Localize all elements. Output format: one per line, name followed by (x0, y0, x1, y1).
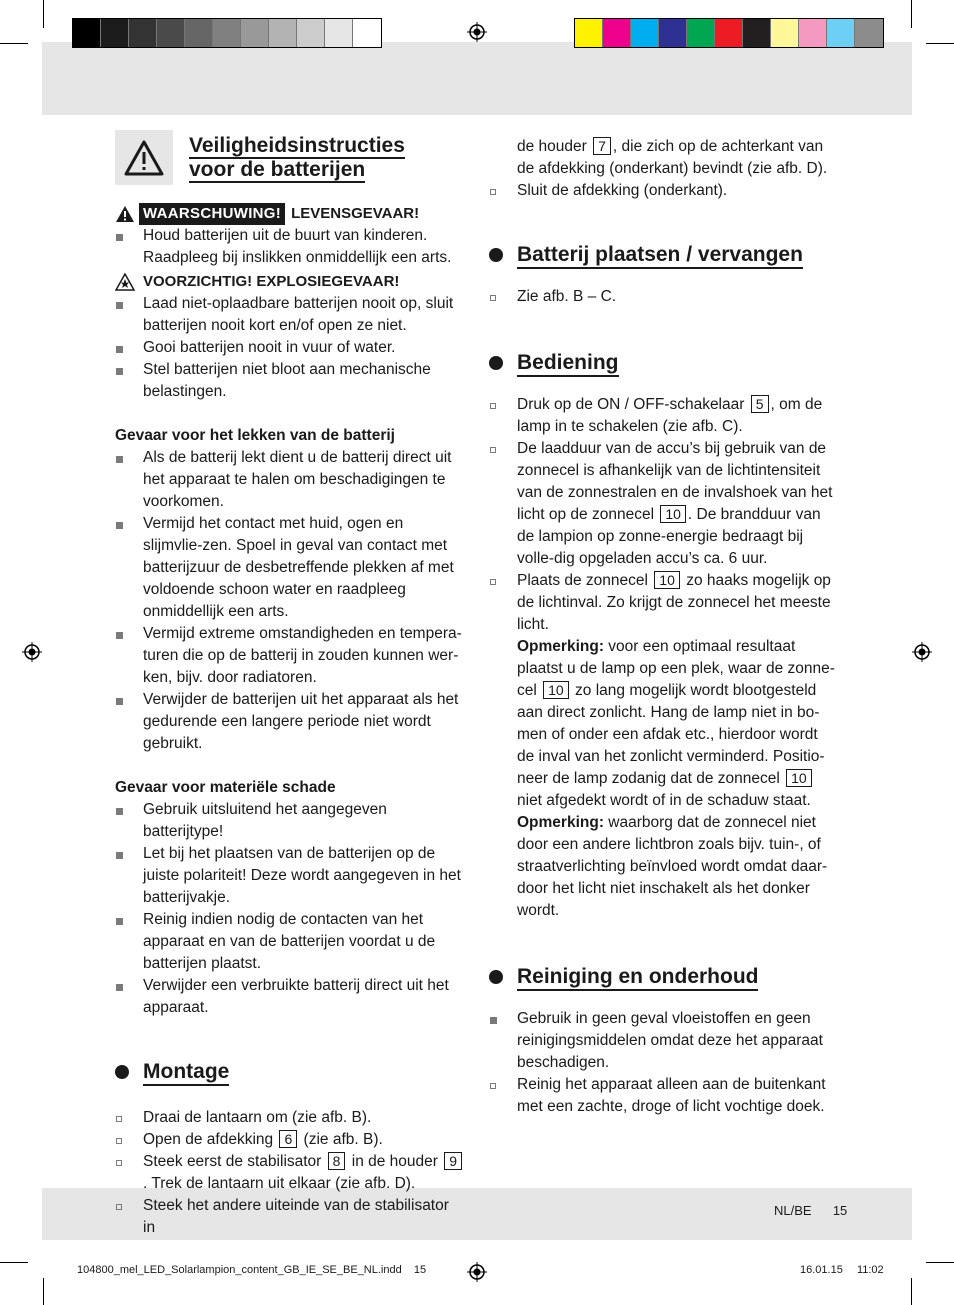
crop-mark (911, 1278, 912, 1305)
registration-mark-icon (467, 1262, 487, 1282)
list-item: Gooi batterijen nooit in vuur of water. (115, 337, 465, 359)
registration-mark-icon (22, 642, 42, 662)
operation-heading: Bediening (489, 350, 839, 376)
color-swatch (129, 19, 157, 47)
crop-mark (0, 43, 28, 44)
color-swatch (631, 19, 659, 47)
part-number: 10 (654, 571, 680, 589)
list-item: Gebruik in geen geval vloeistoffen en geen reinigingsmiddelen omdat deze het apparaat beschadigen. (489, 1008, 839, 1074)
color-swatch (603, 19, 631, 47)
header-band (42, 42, 912, 115)
crop-mark (43, 1278, 44, 1305)
bullet-dot-icon (489, 356, 503, 370)
list-item: Sluit de afdekking (onderkant). (489, 180, 839, 202)
crop-mark (43, 0, 44, 28)
color-swatch (101, 19, 129, 47)
part-number: 5 (751, 395, 769, 413)
list-item: Houd batterijen uit de buurt van kinderen. Raadpleeg bij inslikken onmiddellijk een arts. (115, 225, 465, 269)
list-item: Gebruik uitsluitend het aangegeven batterijtype! (115, 799, 465, 843)
part-number: 10 (660, 505, 686, 523)
list-item: Verwijder de batterijen uit het apparaat als het gedurende een langere periode niet wordt gebruikt. (115, 689, 465, 755)
crop-mark (911, 0, 912, 28)
color-swatch (799, 19, 827, 47)
safety-title (189, 130, 405, 182)
list-item: Vermijd extreme omstandigheden en tempera-turen die op de batterij in zouden kunnen wer-ken, bijv. door radiatoren. (115, 623, 465, 689)
part-number: 10 (543, 681, 569, 699)
color-swatch (73, 19, 101, 47)
list-item: Steek eerst de stabilisator 8 in de houder 9. Trek de lantaarn uit elkaar (zie afb. D). (115, 1151, 465, 1195)
left-column (115, 130, 465, 1239)
print-datetime (800, 1264, 884, 1276)
color-swatch (353, 19, 381, 47)
color-swatch (575, 19, 603, 47)
part-number: 7 (593, 137, 611, 155)
leak-title: Gevaar voor het lekken van de batterij (115, 427, 395, 444)
explosion-warning-icon (115, 273, 135, 291)
color-swatch (185, 19, 213, 47)
color-swatch (827, 19, 855, 47)
part-number: 9 (444, 1152, 462, 1170)
caution-line (115, 271, 465, 293)
list-item: Verwijder een verbruikte batterij direct uit het apparaat. (115, 975, 465, 1019)
montage-heading: Montage (115, 1059, 465, 1085)
list-item: Stel batterijen niet bloot aan mechanische belastingen. (115, 359, 465, 403)
print-time: 11:02 (856, 1264, 884, 1276)
crop-mark (0, 1262, 28, 1263)
list-item: Reinig het apparaat alleen aan de buitenkant met een zachte, droge of licht vochtige doek. (489, 1074, 839, 1118)
part-number: 8 (328, 1152, 346, 1170)
bullet-dot-icon (489, 248, 503, 262)
caution-text: VOORZICHTIG! EXPLOSIEGEVAAR! (143, 273, 400, 290)
color-swatch (855, 19, 883, 47)
file-page: 15 (413, 1264, 427, 1276)
color-swatch (157, 19, 185, 47)
crop-mark (926, 43, 954, 44)
registration-mark-icon (912, 642, 932, 662)
part-number: 6 (279, 1130, 297, 1148)
safety-header (115, 130, 465, 185)
part-number: 10 (786, 769, 812, 787)
color-swatch (269, 19, 297, 47)
warning-triangle-icon (115, 130, 173, 185)
battery-heading: Batterij plaatsen / vervangen (489, 242, 839, 268)
list-item: Laad niet-oplaadbare batterijen nooit op, sluit batterijen nooit kort en/of open ze niet. (115, 293, 465, 337)
crop-mark (926, 1262, 954, 1263)
list-item: Open de afdekking 6 (zie afb. B). (115, 1129, 465, 1151)
locale-label: NL/BE (774, 1203, 812, 1218)
damage-title: Gevaar voor materiële schade (115, 779, 336, 796)
list-item: Als de batterij lekt dient u de batterij direct uit het apparaat te halen om beschadigingen te voorkomen. (115, 447, 465, 513)
warning-tail: LEVENSGEVAAR! (291, 205, 420, 222)
bullet-dot-icon (115, 1065, 129, 1079)
list-item: Zie afb. B – C. (489, 286, 839, 308)
color-swatch (771, 19, 799, 47)
color-swatch (325, 19, 353, 47)
print-date: 16.01.15 (800, 1264, 843, 1276)
color-swatch (659, 19, 687, 47)
list-item: Plaats de zonnecel 10 zo haaks mogelijk op de lichtinval. Zo krijgt de zonnecel het meeste licht. Opmerking: voor een optimaal resultaat plaatst u de lamp op een plek, waar de zonne-cel 10 zo lang mogelijk wordt blootgesteld aan direct zonlicht. Hang de lamp niet in bo-men of onder een afdak etc., hierdoor wordt de inval van het zonlicht verminderd. Positio-neer de lamp zodanig dat de zonnecel 10 niet afgedekt wordt of in de schaduw staat. Opmerking: waarborg dat de zonnecel niet door een andere lichtbron zoals bijv. tuin-, of straatverlichting beïnvloed wordt omdat daar-door het licht niet inschakelt als het donker wordt. (489, 570, 839, 922)
page-number: 15 (832, 1203, 848, 1218)
color-swatch (715, 19, 743, 47)
list-item: Steek het andere uiteinde van de stabilisator in (115, 1195, 465, 1239)
warning-small-icon (115, 205, 135, 223)
registration-mark-icon (467, 22, 487, 42)
list-item: Vermijd het contact met huid, ogen en slijmvlie-zen. Spoel in geval van contact met batterijzuur de desbetreffende plekken af met voldoende schoon water en raadpleeg onmiddellijk een arts. (115, 513, 465, 623)
page-footer (774, 1203, 847, 1218)
print-slug (77, 1264, 426, 1276)
color-swatch (241, 19, 269, 47)
right-column (489, 136, 839, 1118)
list-item: Druk op de ON / OFF-schakelaar 5 , om de lamp in te schakelen (zie afb. C). (489, 394, 839, 438)
cleaning-heading: Reiniging en onderhoud (489, 964, 839, 990)
color-swatch-bar (574, 18, 884, 48)
safety-title-line1: Veiligheidsinstructies (189, 134, 405, 157)
color-swatch (213, 19, 241, 47)
warning-line (115, 203, 465, 225)
list-item: Let bij het plaatsen van de batterijen op de juiste polariteit! Deze wordt aangegeven in het batterijvakje. (115, 843, 465, 909)
warning-badge: WAARSCHUWING! (139, 203, 285, 225)
list-item: Draai de lantaarn om (zie afb. B). (115, 1107, 465, 1129)
color-swatch (687, 19, 715, 47)
color-swatch (297, 19, 325, 47)
file-name: 104800_mel_LED_Solarlampion_content_GB_IE_SE_BE_NL.indd (77, 1264, 402, 1276)
bullet-dot-icon (489, 970, 503, 984)
list-item-continued: de houder 7 , die zich op de achterkant van de afdekking (onderkant) bevindt (zie afb. D). (517, 138, 828, 177)
list-item: De laadduur van de accu’s bij gebruik van de zonnecel is afhankelijk van de lichtintensiteit van de zonnestralen en de invalshoek van het licht op de zonnecel 10 . De brandduur van de lampion op zonne-energie bedraagt bij volle-dig opgeladen accu’s ca. 6 uur. (489, 438, 839, 570)
list-item: Reinig indien nodig de contacten van het apparaat en van de batterijen voordat u de batterijen plaatst. (115, 909, 465, 975)
color-swatch (743, 19, 771, 47)
gray-swatch-bar (72, 18, 382, 48)
safety-title-line2: voor de batterijen (189, 158, 366, 181)
